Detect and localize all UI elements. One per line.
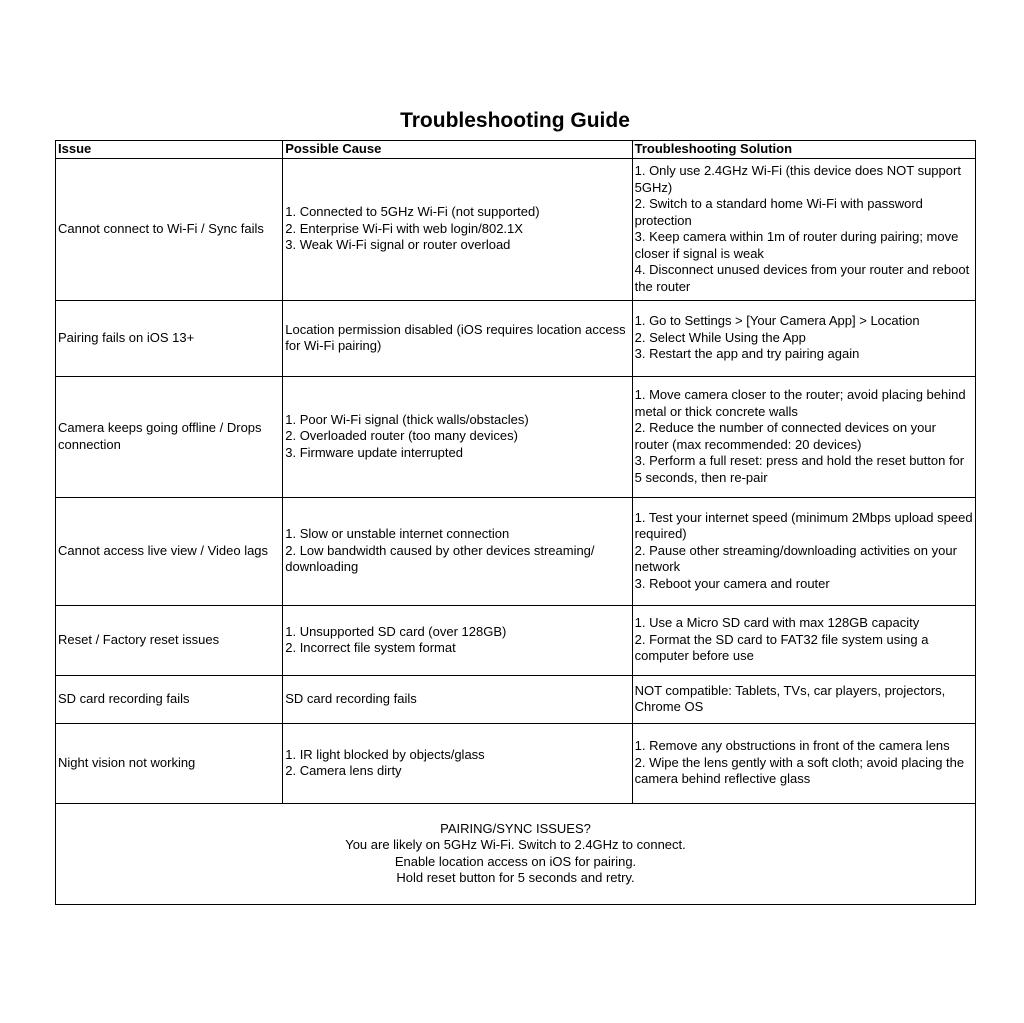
cause-line: 2. Camera lens dirty: [285, 763, 402, 778]
solution-line: 1. Test your internet speed (minimum 2Mbps upload speed required): [634, 509, 973, 542]
solution-line: 3. Perform a full reset: press and hold the reset button for 5 seconds, then re-pair: [634, 453, 965, 485]
cause-cell: [283, 376, 632, 497]
issue-cell: Camera keeps going offline / Drops connection: [56, 376, 283, 497]
solution-cell: [632, 605, 975, 675]
footer-line: You are likely on 5GHz Wi-Fi. Switch to 2.4GHz to connect.: [345, 837, 686, 852]
cause-line: 1. Unsupported SD card (over 128GB): [285, 623, 507, 639]
solution-line: 1. Move camera closer to the router; avoid placing behind metal or thick concrete walls: [634, 387, 966, 419]
header-issue: Issue: [56, 141, 283, 159]
solution-line: 4. Disconnect unused devices from your router and reboot the router: [634, 262, 970, 294]
solution-cell: [632, 300, 975, 376]
troubleshooting-table: [55, 140, 976, 905]
footer-line: Hold reset button for 5 seconds and retry.: [396, 870, 635, 885]
cause-cell: [283, 605, 632, 675]
solution-line: 2. Reduce the number of connected devices on your router (max recommended: 20 devices): [634, 420, 936, 452]
solution-line: 2. Switch to a standard home Wi-Fi with password protection: [634, 196, 923, 228]
issue-cell: Pairing fails on iOS 13+: [56, 300, 283, 376]
header-troubleshooting-solution: Troubleshooting Solution: [632, 141, 975, 159]
solution-line: 1. Go to Settings > [Your Camera App] > Location: [634, 313, 920, 329]
solution-cell: [632, 497, 975, 605]
cause-line: 2. Enterprise Wi-Fi with web login/802.1X: [285, 220, 523, 236]
table-footer-row: [56, 803, 976, 904]
cause-line: 1. Connected to 5GHz Wi-Fi (not supported): [285, 204, 540, 220]
cause-line: 1. IR light blocked by objects/glass: [285, 746, 485, 762]
table-row: [56, 300, 976, 376]
table-row: [56, 723, 976, 803]
table-header-row: [56, 141, 976, 159]
page-title: Troubleshooting Guide: [400, 109, 630, 132]
cause-line: 3. Firmware update interrupted: [285, 444, 463, 460]
solution-line: 2. Select While Using the App: [634, 329, 806, 345]
footer-line: PAIRING/SYNC ISSUES?: [440, 820, 591, 836]
cause-line: SD card recording fails: [285, 690, 417, 706]
solution-cell: [632, 675, 975, 723]
solution-cell: [632, 723, 975, 803]
issue-cell: Night vision not working: [56, 723, 283, 803]
cause-cell: [283, 158, 632, 300]
solution-line: 2. Wipe the lens gently with a soft cloth; avoid placing the camera behind reflective glass: [634, 754, 965, 787]
cause-cell: [283, 497, 632, 605]
table-row: [56, 605, 976, 675]
solution-line: 1. Remove any obstructions in front of the camera lens: [634, 738, 950, 754]
cause-line: 3. Weak Wi-Fi signal or router overload: [285, 237, 511, 253]
table-row: [56, 158, 976, 300]
solution-line: 3. Keep camera within 1m of router during pairing; move closer if signal is weak: [634, 229, 959, 261]
table-row: [56, 675, 976, 723]
cause-line: 2. Low bandwidth caused by other devices streaming/ downloading: [285, 542, 595, 575]
cause-line: 1. Poor Wi-Fi signal (thick walls/obstacles): [285, 411, 529, 427]
cause-line: 2. Overloaded router (too many devices): [285, 428, 518, 444]
footer-line: Enable location access on iOS for pairing.: [394, 853, 637, 869]
solution-line: 1. Use a Micro SD card with max 128GB capacity: [634, 615, 920, 631]
issue-cell: SD card recording fails: [56, 675, 283, 723]
solution-cell: [632, 376, 975, 497]
cause-line: 1. Slow or unstable internet connection: [285, 526, 510, 542]
table-row: [56, 376, 976, 497]
issue-cell: Reset / Factory reset issues: [56, 605, 283, 675]
cause-cell: [283, 723, 632, 803]
footer-note: [56, 803, 976, 904]
solution-cell: [632, 158, 975, 300]
solution-line: 3. Restart the app and try pairing again: [634, 346, 860, 362]
table-row: [56, 497, 976, 605]
solution-line: NOT compatible: Tablets, TVs, car players, projectors, Chrome OS: [634, 682, 946, 714]
header-possible-cause: Possible Cause: [283, 141, 632, 159]
cause-cell: [283, 300, 632, 376]
solution-line: 2. Pause other streaming/downloading activities on your network: [634, 542, 957, 575]
cause-line: 2. Incorrect file system format: [285, 640, 456, 655]
solution-line: 2. Format the SD card to FAT32 file system using a computer before use: [634, 631, 929, 664]
solution-line: 1. Only use 2.4GHz Wi-Fi (this device does NOT support 5GHz): [634, 163, 961, 195]
issue-cell: Cannot access live view / Video lags: [56, 497, 283, 605]
issue-cell: Cannot connect to Wi-Fi / Sync fails: [56, 158, 283, 300]
cause-line: Location permission disabled (iOS requires location access for Wi-Fi pairing): [285, 321, 626, 353]
cause-cell: [283, 675, 632, 723]
solution-line: 3. Reboot your camera and router: [634, 575, 830, 591]
